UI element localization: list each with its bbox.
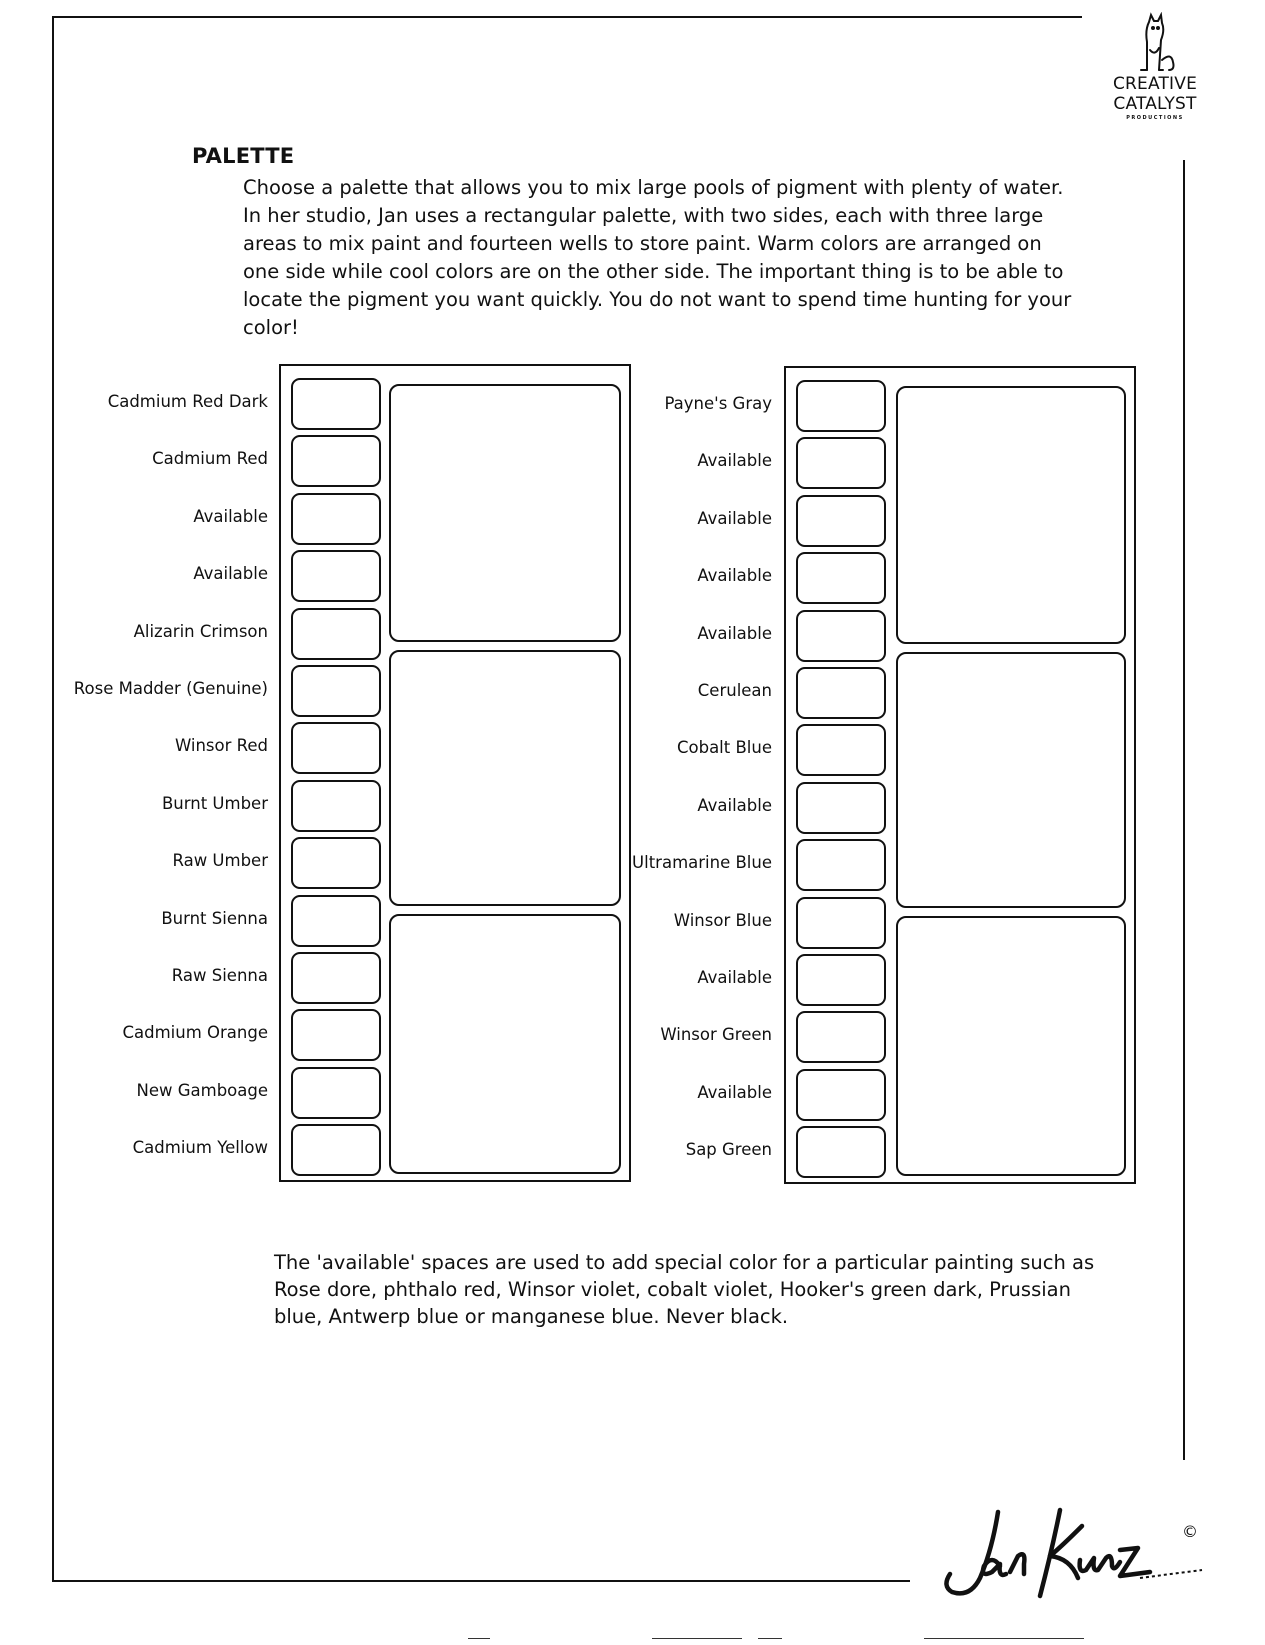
scan-mark — [468, 1638, 490, 1639]
logo-line-3: PRODUCTIONS — [1126, 115, 1184, 121]
well-label: Payne's Gray — [664, 394, 772, 413]
well-label: Available — [697, 566, 772, 586]
mixing-area — [896, 386, 1126, 644]
well-label: Cadmium Red — [152, 449, 268, 469]
paint-well — [291, 895, 381, 947]
frame-top — [52, 16, 1082, 18]
paint-well — [291, 780, 381, 832]
well-label: Cadmium Orange — [122, 1023, 268, 1043]
paint-well — [796, 667, 886, 719]
well-label: Available — [697, 968, 772, 987]
paint-well — [796, 1011, 886, 1063]
paint-well — [796, 1069, 886, 1121]
well-label: Raw Sienna — [171, 966, 268, 985]
paint-well — [291, 493, 381, 545]
paint-well — [796, 954, 886, 1006]
well-label: Available — [697, 451, 772, 471]
intro-paragraph: Choose a palette that allows you to mix large pools of pigment with plenty of water. In her studio, Jan uses a rectangular palette, with two sides, each with three large areas to mix paint and fourteen wells to store paint. Warm colors are arranged on one side while cool colors are on the other side. The important thing is to be able to locate the pigment you want quickly. You do not want to spend time hunting for your color! — [243, 176, 1072, 339]
well-label: Alizarin Crimson — [133, 621, 268, 641]
paint-well — [291, 665, 381, 717]
well-label: Winsor Green — [660, 1025, 772, 1045]
paint-well — [291, 722, 381, 774]
paint-well — [796, 495, 886, 547]
well-label: Available — [697, 508, 772, 528]
logo-line-1: CREATIVE — [1112, 74, 1198, 94]
paint-well — [796, 610, 886, 662]
warm-palette — [279, 364, 631, 1182]
paint-well — [796, 552, 886, 604]
copyright-mark: © — [1182, 1522, 1198, 1541]
well-label: Available — [697, 795, 772, 815]
frame-right — [1183, 160, 1185, 1460]
well-label: Cobalt Blue — [676, 738, 772, 758]
paint-well — [291, 1067, 381, 1119]
paint-well — [796, 380, 886, 432]
well-label: Available — [193, 506, 268, 526]
paint-well — [291, 608, 381, 660]
cool-palette — [784, 366, 1136, 1184]
well-label: Available — [193, 564, 268, 584]
scan-mark — [758, 1638, 782, 1639]
frame-bottom — [52, 1580, 910, 1582]
paint-well — [291, 837, 381, 889]
signature-text: Jan Kunz — [941, 1608, 946, 1609]
well-label: Cadmium Yellow — [132, 1138, 268, 1158]
cat-icon — [1125, 12, 1185, 74]
well-label: Available — [697, 1082, 772, 1102]
well-label: Rose Madder (Genuine) — [73, 679, 268, 698]
paint-well — [796, 437, 886, 489]
paint-well — [291, 550, 381, 602]
well-label: Available — [697, 623, 772, 643]
page-title: PALETTE — [192, 144, 295, 168]
paint-well — [291, 1009, 381, 1061]
well-label: Ultramarine Blue — [632, 853, 772, 873]
well-label: Burnt Sienna — [161, 908, 268, 928]
paint-well — [291, 435, 381, 487]
well-label: Raw Umber — [172, 851, 268, 871]
paint-well — [796, 782, 886, 834]
logo-line-2: CATALYST — [1113, 94, 1197, 114]
mixing-area — [896, 652, 1126, 908]
paint-well — [796, 839, 886, 891]
paint-well — [291, 1124, 381, 1176]
scan-mark — [924, 1638, 1084, 1639]
mixing-area — [896, 916, 1126, 1176]
well-label: Cadmium Red Dark — [107, 392, 268, 411]
well-label: Cerulean — [697, 681, 772, 700]
paint-well — [291, 952, 381, 1004]
creative-catalyst-logo — [1100, 12, 1210, 130]
paint-well — [796, 1126, 886, 1178]
paint-well — [291, 378, 381, 430]
well-label: Burnt Umber — [161, 793, 268, 813]
well-label: Sap Green — [685, 1140, 772, 1160]
available-spaces-note: The 'available' spaces are used to add special color for a particular painting such as Rose dore, phthalo red, Winsor violet, cobalt violet, Hooker's green dark, Prussian blue, Antwerp blue or manganese blue. Never black. — [274, 1251, 1095, 1328]
scan-mark — [652, 1638, 742, 1639]
well-label: Winsor Red — [174, 736, 268, 756]
well-label: Winsor Blue — [673, 910, 772, 930]
well-label: New Gamboage — [136, 1080, 268, 1100]
paint-well — [796, 897, 886, 949]
paint-well — [796, 724, 886, 776]
signature — [940, 1500, 1210, 1610]
